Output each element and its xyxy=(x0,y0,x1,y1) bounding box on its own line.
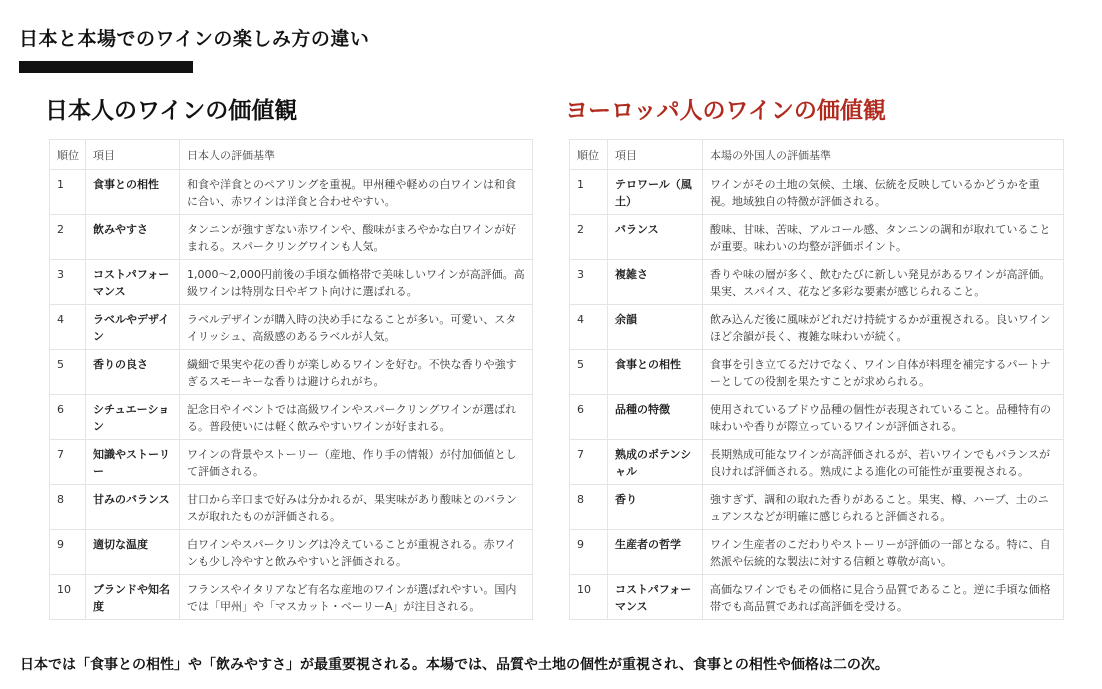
table-row xyxy=(570,530,1064,575)
criteria-cell: 香りや味の層が多く、飲むたびに新しい発見があるワインが高評価。果実、スパイス、花など多彩な要素が感じられること。 xyxy=(703,260,1064,305)
table-row xyxy=(50,575,533,620)
table-row xyxy=(570,395,1064,440)
criteria-cell: 酸味、甘味、苦味、アルコール感、タンニンの調和が取れていることが重要。味わいの均整が評価ポイント。 xyxy=(703,215,1064,260)
item-cell: 複雑さ xyxy=(608,260,703,305)
rank-cell: 5 xyxy=(570,350,608,395)
rank-header: 順位 xyxy=(50,140,86,170)
item-cell: ラベルやデザイン xyxy=(86,305,180,350)
table-row xyxy=(570,305,1064,350)
criteria-cell: タンニンが強すぎない赤ワインや、酸味がまろやかな白ワインが好まれる。スパークリングワインも人気。 xyxy=(180,215,533,260)
rank-cell: 3 xyxy=(50,260,86,305)
table-row xyxy=(570,440,1064,485)
item-cell: 余韻 xyxy=(608,305,703,350)
item-cell: テロワール（風土） xyxy=(608,170,703,215)
rank-cell: 4 xyxy=(50,305,86,350)
rank-cell: 10 xyxy=(50,575,86,620)
table-header-row xyxy=(570,140,1064,170)
criteria-cell: ワインがその土地の気候、土壌、伝統を反映しているかどうかを重視。地域独自の特徴が評価される。 xyxy=(703,170,1064,215)
table-row xyxy=(50,440,533,485)
europe-criteria-table xyxy=(569,139,1064,620)
criteria-cell: 高価なワインでもその価格に見合う品質であること。逆に手頃な価格帯でも高品質であれば高評価を受ける。 xyxy=(703,575,1064,620)
item-cell: コストパフォーマンス xyxy=(608,575,703,620)
table-row xyxy=(570,485,1064,530)
criteria-cell: 強すぎず、調和の取れた香りがあること。果実、樽、ハーブ、土のニュアンスなどが明確に感じられると評価される。 xyxy=(703,485,1064,530)
criteria-cell: 和食や洋食とのペアリングを重視。甲州種や軽めの白ワインは和食に合い、赤ワインは洋食と合わせやすい。 xyxy=(180,170,533,215)
table-row xyxy=(50,215,533,260)
table-header-row xyxy=(50,140,533,170)
criteria-cell: フランスやイタリアなど有名な産地のワインが選ばれやすい。国内では「甲州」や「マスカット・ベーリーA」が注目される。 xyxy=(180,575,533,620)
table-row xyxy=(50,170,533,215)
criteria-header: 日本人の評価基準 xyxy=(180,140,533,170)
criteria-cell: 飲み込んだ後に風味がどれだけ持続するかが重視される。良いワインほど余韻が長く、複雑な味わいが続く。 xyxy=(703,305,1064,350)
item-cell: ブランドや知名度 xyxy=(86,575,180,620)
table-row xyxy=(570,215,1064,260)
criteria-cell: 白ワインやスパークリングは冷えていることが重視される。赤ワインも少し冷やすと飲みやすいと評価される。 xyxy=(180,530,533,575)
table-row xyxy=(50,530,533,575)
criteria-cell: 長期熟成可能なワインが高評価されるが、若いワインでもバランスが良ければ評価される。熟成による進化の可能性が重要視される。 xyxy=(703,440,1064,485)
rank-cell: 4 xyxy=(570,305,608,350)
item-cell: 適切な温度 xyxy=(86,530,180,575)
criteria-cell: ラベルデザインが購入時の決め手になることが多い。可愛い、スタイリッシュ、高級感のあるラベルが人気。 xyxy=(180,305,533,350)
table-row xyxy=(570,170,1064,215)
item-cell: シチュエーション xyxy=(86,395,180,440)
rank-cell: 6 xyxy=(50,395,86,440)
europe-section-title: ヨーロッパ人のワインの価値観 xyxy=(565,98,886,124)
item-cell: 甘みのバランス xyxy=(86,485,180,530)
table-row xyxy=(50,350,533,395)
rank-header: 順位 xyxy=(570,140,608,170)
table-row xyxy=(570,350,1064,395)
title-underline-bar xyxy=(19,61,193,73)
item-cell: 熟成のポテンシャル xyxy=(608,440,703,485)
item-cell: 品種の特徴 xyxy=(608,395,703,440)
rank-cell: 6 xyxy=(570,395,608,440)
criteria-cell: 1,000〜2,000円前後の手頃な価格帯で美味しいワインが高評価。高級ワインは特別な日やギフト向けに選ばれる。 xyxy=(180,260,533,305)
rank-cell: 9 xyxy=(570,530,608,575)
rank-cell: 1 xyxy=(50,170,86,215)
criteria-header: 本場の外国人の評価基準 xyxy=(703,140,1064,170)
table-row xyxy=(50,260,533,305)
summary-footer: 日本では「食事との相性」や「飲みやすさ」が最重要視される。本場では、品質や土地の個性が重視され、食事との相性や価格は二の次。 xyxy=(20,657,889,673)
rank-cell: 9 xyxy=(50,530,86,575)
rank-cell: 3 xyxy=(570,260,608,305)
table-row xyxy=(50,485,533,530)
item-cell: 生産者の哲学 xyxy=(608,530,703,575)
criteria-cell: 繊細で果実や花の香りが楽しめるワインを好む。不快な香りや強すぎるスモーキーな香りは避けられがち。 xyxy=(180,350,533,395)
criteria-cell: ワイン生産者のこだわりやストーリーが評価の一部となる。特に、自然派や伝統的な製法に対する信頼と尊敬が高い。 xyxy=(703,530,1064,575)
item-cell: 香りの良さ xyxy=(86,350,180,395)
rank-cell: 7 xyxy=(50,440,86,485)
table-row xyxy=(570,575,1064,620)
item-header: 項目 xyxy=(608,140,703,170)
criteria-cell: 記念日やイベントでは高級ワインやスパークリングワインが選ばれる。普段使いには軽く飲みやすいワインが好まれる。 xyxy=(180,395,533,440)
criteria-cell: 食事を引き立てるだけでなく、ワイン自体が料理を補完するパートナーとしての役割を果たすことが求められる。 xyxy=(703,350,1064,395)
item-cell: 知識やストーリー xyxy=(86,440,180,485)
criteria-cell: ワインの背景やストーリー（産地、作り手の情報）が付加価値として評価される。 xyxy=(180,440,533,485)
rank-cell: 2 xyxy=(50,215,86,260)
table-row xyxy=(50,305,533,350)
item-cell: 飲みやすさ xyxy=(86,215,180,260)
rank-cell: 10 xyxy=(570,575,608,620)
criteria-cell: 使用されているブドウ品種の個性が表現されていること。品種特有の味わいや香りが際立っているワインが評価される。 xyxy=(703,395,1064,440)
rank-cell: 8 xyxy=(570,485,608,530)
item-cell: 食事との相性 xyxy=(608,350,703,395)
page-title: 日本と本場でのワインの楽しみ方の違い xyxy=(19,28,370,50)
item-cell: 食事との相性 xyxy=(86,170,180,215)
rank-cell: 1 xyxy=(570,170,608,215)
rank-cell: 7 xyxy=(570,440,608,485)
item-cell: コストパフォーマンス xyxy=(86,260,180,305)
item-cell: バランス xyxy=(608,215,703,260)
table-row xyxy=(50,395,533,440)
table-row xyxy=(570,260,1064,305)
rank-cell: 2 xyxy=(570,215,608,260)
japan-section-title: 日本人のワインの価値観 xyxy=(45,98,298,124)
japan-criteria-table xyxy=(49,139,533,620)
item-header: 項目 xyxy=(86,140,180,170)
rank-cell: 8 xyxy=(50,485,86,530)
criteria-cell: 甘口から辛口まで好みは分かれるが、果実味があり酸味とのバランスが取れたものが評価される。 xyxy=(180,485,533,530)
rank-cell: 5 xyxy=(50,350,86,395)
item-cell: 香り xyxy=(608,485,703,530)
